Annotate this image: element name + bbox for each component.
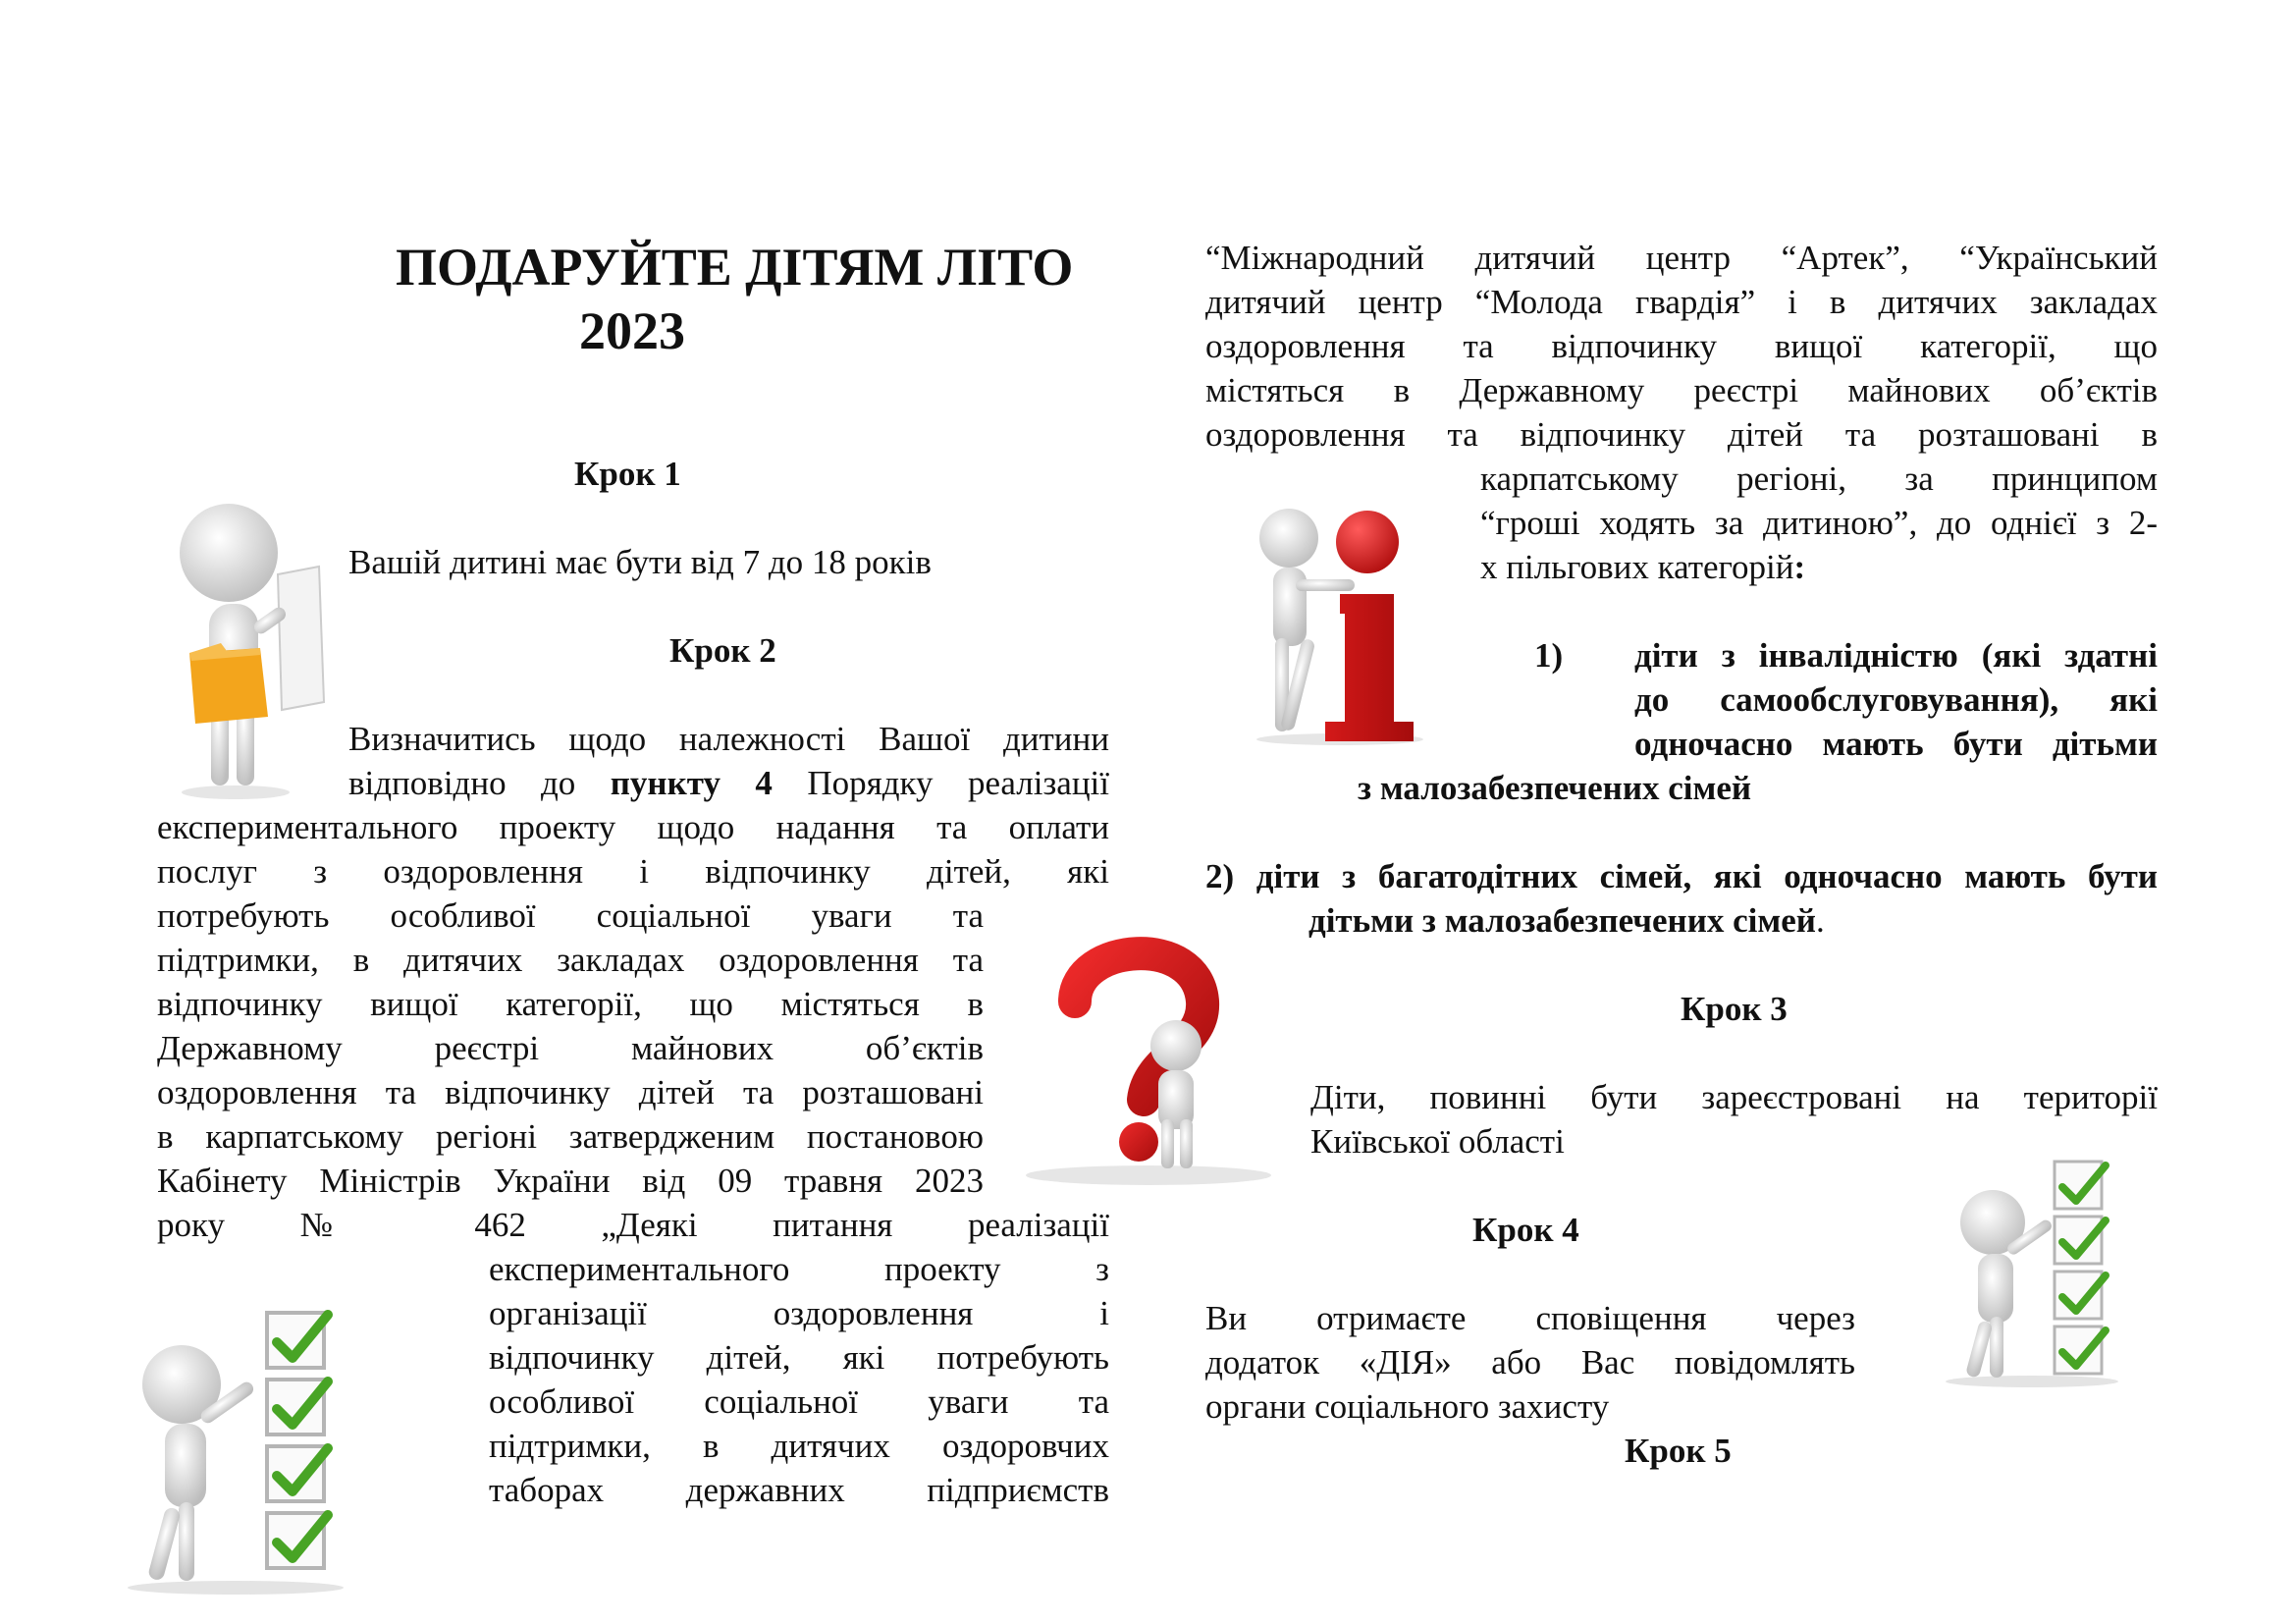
step4-text-line: органи соціального захисту bbox=[1205, 1387, 1610, 1426]
category-1-line: діти з інвалідністю (які здатні bbox=[1634, 636, 2158, 675]
step2-text-line: експериментального проекту з bbox=[489, 1250, 1109, 1288]
step4-heading: Крок 4 bbox=[1472, 1211, 1579, 1249]
step2-text-line: підтримки, в дитячих закладах оздоровлення та bbox=[157, 941, 984, 979]
page-title-year: 2023 bbox=[579, 301, 685, 360]
step2-text-line: відпочинку вищої категорії, що містяться в bbox=[157, 985, 984, 1023]
continuation-text-line: дитячий центр “Молода гвардія” і в дитячих закладах bbox=[1205, 283, 2158, 321]
continuation-text-line: містяться в Державному реєстрі майнових об’єктів bbox=[1205, 371, 2158, 409]
step2-text-line: експериментального проекту щодо надання та оплати bbox=[157, 808, 1109, 846]
step2-text-post: Порядку реалізації bbox=[772, 764, 1110, 802]
person-info-illustration bbox=[1242, 501, 1428, 746]
continuation-text-line: карпатському регіоні, за принципом bbox=[1480, 460, 2158, 498]
point-4-emphasis: пункту 4 bbox=[610, 764, 773, 802]
step2-text-line bbox=[348, 761, 1109, 805]
step4-text-line: Ви отримаєте сповіщення через bbox=[1205, 1299, 1855, 1337]
step2-text-pre: відповідно до bbox=[348, 764, 611, 802]
step2-text-line: Державному реєстрі майнових об’єктів bbox=[157, 1029, 984, 1067]
continuation-text-line: оздоровлення та відпочинку вищої категорії, що bbox=[1205, 327, 2158, 365]
step2-text-line: послуг з оздоровлення і відпочинку дітей, які bbox=[157, 852, 1109, 891]
step2-text-line: в карпатському регіоні затвердженим постановою bbox=[157, 1117, 984, 1156]
category-1-number: 1) bbox=[1534, 636, 1564, 675]
step1-heading: Крок 1 bbox=[574, 455, 681, 493]
category-2-period: . bbox=[1815, 901, 1825, 940]
continuation-text-line: “Міжнародний дитячий центр “Артек”, “Український bbox=[1205, 239, 2158, 277]
step3-heading: Крок 3 bbox=[1681, 990, 1788, 1028]
categories-colon: : bbox=[1793, 548, 1806, 586]
step2-text-line: оздоровлення та відпочинку дітей та розташовані bbox=[157, 1073, 984, 1111]
continuation-text-line bbox=[1480, 545, 1805, 589]
step2-text-line: організації оздоровлення і bbox=[489, 1294, 1109, 1332]
step4-text-line: додаток «ДІЯ» або Вас повідомлять bbox=[1205, 1343, 1855, 1381]
step2-text-line: потребують особливої соціальної уваги та bbox=[157, 896, 984, 935]
step2-text-line: таборах державних підприємств bbox=[489, 1471, 1109, 1509]
step2-text-line: Кабінету Міністрів України від 09 травня 2023 bbox=[157, 1162, 984, 1200]
step2-text-line: Визначитись щодо належності Вашої дитини bbox=[348, 720, 1109, 758]
page-title-line1: ПОДАРУЙТЕ ДІТЯМ ЛІТО bbox=[396, 238, 1074, 297]
step3-text-line: Діти, повинні бути зареєстровані на території bbox=[1310, 1078, 2158, 1116]
category-2-line bbox=[1308, 898, 1825, 943]
category-2-line: 2) діти з багатодітних сімей, які одночасно мають бути bbox=[1205, 857, 2158, 895]
step5-heading: Крок 5 bbox=[1625, 1432, 1732, 1470]
continuation-text-line: оздоровлення та відпочинку дітей та розташовані в bbox=[1205, 415, 2158, 454]
person-question-mark-illustration bbox=[1001, 918, 1281, 1188]
categories-intro: х пільгових категорій bbox=[1480, 548, 1794, 586]
continuation-text-line: “гроші ходять за дитиною”, до однієї з 2- bbox=[1480, 504, 2158, 542]
step2-text-line: підтримки, в дитячих оздоровчих bbox=[489, 1427, 1109, 1465]
category-2-text: дітьми з малозабезпечених сімей bbox=[1308, 901, 1816, 940]
step2-text-line: відпочинку дітей, які потребують bbox=[489, 1338, 1109, 1377]
person-checklist-illustration bbox=[118, 1301, 348, 1596]
step3-text-line: Київської області bbox=[1310, 1122, 1565, 1161]
step1-text: Вашій дитині має бути від 7 до 18 років bbox=[348, 543, 932, 581]
person-checklist-illustration bbox=[1939, 1154, 2125, 1389]
category-1-line: до самообслуговування), які bbox=[1634, 680, 2158, 719]
step2-text-line: особливої соціальної уваги та bbox=[489, 1382, 1109, 1421]
step2-text-line: року № 462 „Деякі питання реалізації bbox=[157, 1206, 1109, 1244]
category-1-line: з малозабезпечених сімей bbox=[1358, 769, 1752, 807]
step2-heading: Крок 2 bbox=[669, 631, 776, 670]
person-with-folder-illustration bbox=[162, 496, 334, 800]
category-1-line: одночасно мають бути дітьми bbox=[1634, 725, 2158, 763]
